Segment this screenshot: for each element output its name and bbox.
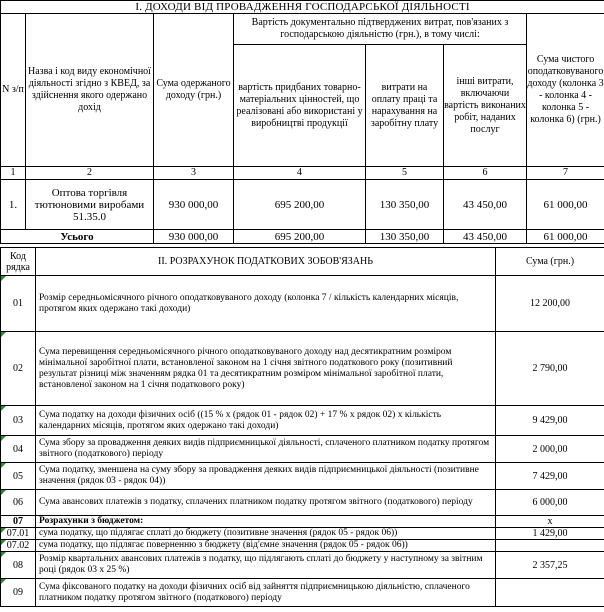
row-no: 1. <box>1 180 26 230</box>
column-number: 6 <box>444 167 527 180</box>
table-row <box>1 406 604 436</box>
row-code: 07.01 <box>1 528 36 540</box>
header-other-cost: інші витрати, включаючи вартість виконаних робіт, наданих послуг <box>444 45 527 167</box>
row-code: 08 <box>1 552 36 579</box>
table-row <box>1 436 604 463</box>
header-expenses-group: Вартість документально підтверджених витрат, пов'язаних з господарською діяльністю (грн.), в тому числі: <box>234 14 527 45</box>
row-other-cost: 43 450,00 <box>444 180 527 230</box>
row-income: 930 000,00 <box>154 180 234 230</box>
income-table <box>0 0 604 244</box>
table-row <box>1 540 604 552</box>
row-description: Розмір квартальних авансових платежів з податку, що підлягають сплаті до бюджету у наступному за звітним році (рядок 03 х 25 %) <box>36 552 496 579</box>
row-description: Розрахунки з бюджетом: <box>36 516 496 528</box>
row-description: Сума збору за провадження деяких видів підприємницької діяльності, сплаченого платником податку протягом звітного (податкового) періоду <box>36 436 496 463</box>
tax-section-title: ІІ. РОЗРАХУНОК ПОДАТКОВИХ ЗОБОВ'ЯЗАНЬ <box>36 248 496 276</box>
row-code: 06 <box>1 490 36 516</box>
table-row <box>1 276 604 332</box>
header-row-code: Код рядка <box>1 248 36 276</box>
row-sum: 12 200,00 <box>496 276 604 332</box>
row-code: 02 <box>1 332 36 406</box>
column-number: 2 <box>26 167 154 180</box>
table-row <box>1 490 604 516</box>
table-row <box>1 463 604 490</box>
row-sum: 1 429,00 <box>496 528 604 540</box>
header-income: Сума одержаного доходу (грн.) <box>154 14 234 167</box>
row-activity-name: Оптова торгівля тютюновими виробами 51.35.0 <box>26 180 154 230</box>
row-sum <box>496 579 604 607</box>
row-code: 03 <box>1 406 36 436</box>
total-net-income: 61 000,00 <box>527 230 604 244</box>
row-code: 07.02 <box>1 540 36 552</box>
cell-marker-icon <box>1 276 6 281</box>
row-sum: 9 429,00 <box>496 406 604 436</box>
total-salary-cost: 130 350,00 <box>366 230 444 244</box>
row-net-income: 61 000,00 <box>527 180 604 230</box>
column-number: 4 <box>234 167 366 180</box>
table-row <box>1 180 604 230</box>
cell-marker-icon <box>1 463 6 468</box>
cell-marker-icon <box>1 540 6 545</box>
row-code: 04 <box>1 436 36 463</box>
total-row <box>1 230 604 244</box>
row-description: Сума авансових платежів з податку, сплачених платником податку протягом звітного (податкового) періоду <box>36 490 496 516</box>
table-row <box>1 528 604 540</box>
row-description: Сума податку на доходи фізичних осіб ((15 % х (рядок 01 - рядок 02) + 17 % х рядок 02) х кількість календарних місяців, протягом яких одержано такі доходи) <box>36 406 496 436</box>
total-goods-cost: 695 200,00 <box>234 230 366 244</box>
cell-marker-icon <box>1 406 6 411</box>
row-sum <box>496 540 604 552</box>
row-goods-cost: 695 200,00 <box>234 180 366 230</box>
income-section-title: І. ДОХОДИ ВІД ПРОВАДЖЕННЯ ГОСПОДАРСЬКОЇ ДІЯЛЬНОСТІ <box>1 1 604 14</box>
row-sum: 2 790,00 <box>496 332 604 406</box>
total-label: Усього <box>1 230 154 244</box>
total-income: 930 000,00 <box>154 230 234 244</box>
row-description: Сума податку, зменшена на суму збору за провадження деяких видів підприємницької діяльності (позитивне значення (рядок 03 - рядок 04)) <box>36 463 496 490</box>
table-row <box>1 552 604 579</box>
column-number: 7 <box>527 167 604 180</box>
row-code: 01 <box>1 276 36 332</box>
row-description: сума податку, що підлягає поверненню з бюджету (від'ємне значення (рядок 05 - рядок 06)) <box>36 540 496 552</box>
row-description: Розмір середньомісячного річного оподатковуваного доходу (колонка 7 / кількість календарних місяців, протягом яких одержано такі доходи) <box>36 276 496 332</box>
column-number: 5 <box>366 167 444 180</box>
row-description: Сума фіксованого податку на доходи фізичних осіб від зайняття підприємницькою діяльністю, сплаченого платником податку протягом звітного (податкового) періоду <box>36 579 496 607</box>
row-description: сума податку, що підлягає сплаті до бюджету (позитивне значення (рядок 05 - рядок 06)) <box>36 528 496 540</box>
header-activity-name: Назва і код виду економічної діяльності згідно з КВЕД, за здійснення якого одержано дохід <box>26 14 154 167</box>
row-sum: 2 357,25 <box>496 552 604 579</box>
header-net-income: Сума чистого оподатковуваного доходу (колонка 3 - колонка 4 - колонка 5 - колонка 6) (грн.) <box>527 14 604 167</box>
header-goods-cost: вартість придбаних товарно-матеріальних цінностей, що реалізовані або використані у виробництві продукції <box>234 45 366 167</box>
total-other-cost: 43 450,00 <box>444 230 527 244</box>
cell-marker-icon <box>1 436 6 441</box>
column-number: 1 <box>1 167 26 180</box>
row-sum: x <box>496 516 604 528</box>
row-sum: 6 000,00 <box>496 490 604 516</box>
cell-marker-icon <box>1 528 6 533</box>
column-number: 3 <box>154 167 234 180</box>
row-description: Сума перевищення середньомісячного річного оподатковуваного доходу над десятикратним розміром мінімальної заробітної плати, встановленої законом на 1 січня звітного податкового року (позитивний результат різниці між значенням рядка 01 та десятикратним розміром мінімальної заробітної плати, встановленої законом на 1 січня податкового року) <box>36 332 496 406</box>
cell-marker-icon <box>1 579 6 584</box>
row-code: 09 <box>1 579 36 607</box>
row-salary-cost: 130 350,00 <box>366 180 444 230</box>
cell-marker-icon <box>1 552 6 557</box>
cell-marker-icon <box>1 332 6 337</box>
table-row <box>1 516 604 528</box>
row-sum: 2 000,00 <box>496 436 604 463</box>
cell-marker-icon <box>1 490 6 495</box>
row-code: 07 <box>1 516 36 528</box>
table-row <box>1 579 604 607</box>
header-sum: Сума (грн.) <box>496 248 604 276</box>
header-no: N з/п <box>1 14 26 167</box>
row-code: 05 <box>1 463 36 490</box>
row-sum: 7 429,00 <box>496 463 604 490</box>
table-row <box>1 332 604 406</box>
tax-table <box>0 247 604 607</box>
header-salary-cost: витрати на оплату праці та нарахування на заробітну плату <box>366 45 444 167</box>
